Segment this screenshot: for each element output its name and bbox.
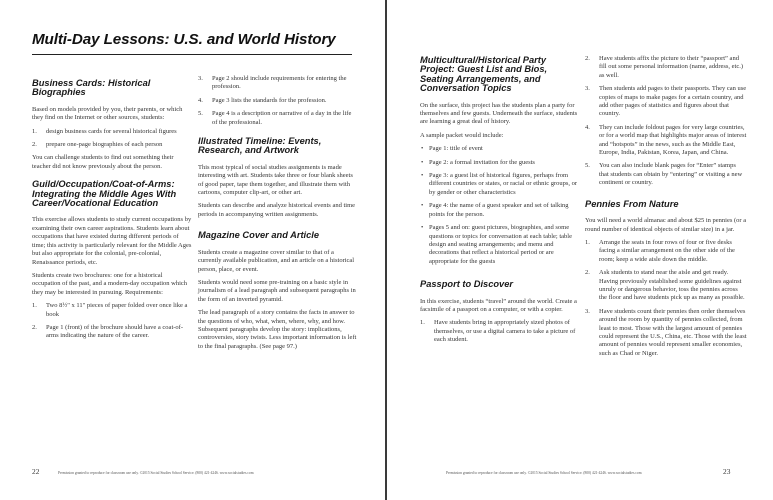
page-number: 22: [32, 467, 40, 476]
list-item: 2. Ask students to stand near the aisle and get ready. Having previously established some guidelines against unruly or dangerous behavior, toss the pennies across the floor and have students pick up as many as possible.: [585, 269, 745, 302]
page-number: 23: [723, 467, 731, 476]
magazine-paragraph-3: The lead paragraph of a story contains the facts in answer to the questions of who, what, when, where, why, and how. Subsequent paragraphs develop the story: implications, controversies, story twists. Less important information is left to the final paragraphs. (See page 97.): [198, 309, 357, 350]
list-item: • Page 4: the name of a guest speaker and set of talking points for the person.: [421, 202, 569, 218]
pennies-paragraph-1: You will need a world almanac and about $25 in pennies (or a round number of identical objects of similar size) in a jar.: [585, 217, 747, 233]
magazine-paragraph-2: Students would need some pre-training on a basic style in journalism of a lead paragraph and subsequent paragraphs in the form of an inverted pyramid.: [198, 278, 356, 303]
list-item: 5. Page 4 is a description or narrative of a day in the life of the professional.: [198, 110, 352, 126]
magazine-paragraph-1: Students create a magazine cover similar to that of a currently available publication, and an article on a historical person, place, or event.: [198, 248, 355, 273]
list-item: 2. Page 1 (front) of the brochure should have a coat-of-arms indicating the nature of the career.: [32, 323, 183, 340]
list-item: 1. Have students bring in appropriately sized photos of themselves, or use a digital camera to take a picture of each student.: [420, 319, 576, 344]
page-title: Multi-Day Lessons: U.S. and World History: [32, 31, 336, 48]
party-bullet-list: [420, 145, 580, 266]
timeline-paragraph-2: Students can describe and analyze historical events and time periods in accompanying written assignments.: [198, 202, 356, 218]
list-item: • Page 1: title of event: [421, 145, 483, 153]
list-item: 3. Page 2 should include requirements for entering the profession.: [198, 75, 347, 91]
section-heading-magazine: Magazine Cover and Article: [198, 230, 320, 241]
section-heading-passport: Passport to Discover: [420, 279, 514, 290]
list-item: 1. Two 8½" x 11" pieces of paper folded over once like a book: [32, 302, 188, 318]
left-column-2: [198, 75, 358, 351]
section-heading-pennies: Pennies From Nature: [585, 198, 679, 209]
list-item: 2. Have students affix the picture to their “passport” and fill out some personal information (name, address, etc.) as well.: [585, 55, 744, 79]
section-heading-timeline: Illustrated Timeline: Events, Research, and Artwork: [198, 136, 322, 156]
section-heading-party: Multicultural/Historical Party Project: Guest List and Bios, Seating Arrangements, and Conversation Topics: [420, 55, 548, 94]
list-item: • Pages 5 and on: guest pictures, biographies, and some questions or topics for conversation at each table; table design and seating arrangements; and menu and decorations that reflect a historical period or are appropriate for the guests: [421, 224, 572, 265]
left-column-1: [32, 79, 192, 341]
list-item: • Page 3: a guest list of historical figures, perhaps from different countries or states, or racial or ethnic groups, or by gender or other characteristics: [421, 172, 578, 196]
left-page: [0, 0, 386, 500]
party-paragraph-2: A sample packet would include:: [420, 131, 504, 139]
right-page: [387, 0, 773, 500]
right-column-2: [585, 55, 747, 358]
list-item: 5. You can also include blank pages for “Enter” stamps that students can obtain by “entering” or visiting a new continent or country.: [585, 162, 743, 187]
pennies-list: [585, 239, 747, 358]
list-item: 3. Have students count their pennies then order themselves around the room by quantity of pennies collected, from least to most. Those with the largest amount of pennies could represent the U.S., China, etc. Those with the least amount of pennies would represent smaller economies, such as Chad or Niger.: [585, 307, 747, 357]
list-item: • Page 2: a formal invitation for the guests: [421, 158, 535, 166]
passport-list: [420, 319, 580, 344]
passport-paragraph-1: In this exercise, students “travel” around the world. Create a facsimile of a passport on a computer, or with a copier.: [420, 297, 577, 313]
business-intro: Based on models provided by you, their parents, or which they find on the Internet or other sources, students:: [32, 105, 183, 122]
timeline-paragraph-1: This most typical of social studies assignments is made interesting with art. Students take three or four blank sheets of good paper, tape them together, and illustrate them with cartoons, computer clip-art, or other art.: [198, 163, 353, 197]
permission-footer: Permission granted to reproduce for classroom use only. ©2015 Social Studies School Service. (800) 421-4246. www.socialstudies.com: [58, 471, 254, 475]
section-heading-guild: Guild/Occupation/Coat-of-Arms: Integrating the Middle Ages With Career/Vocational Education: [32, 179, 177, 209]
permission-footer: Permission granted to reproduce for classroom use only. ©2015 Social Studies School Service. (800) 421-4246. www.socialstudies.com: [446, 471, 642, 475]
list-item: 3. Then students add pages to their passports. They can use copies of maps to make pages for a certain country, and add other pages of statistics and figures about that country.: [585, 85, 747, 118]
title-rule: [32, 54, 352, 55]
right-column-1: [420, 56, 580, 345]
party-paragraph-1: On the surface, this project has the students plan a party for themselves and few guests. Underneath the surface, students are learning a great deal of history.: [420, 101, 578, 126]
guild-list: [32, 302, 192, 341]
business-list: [32, 128, 192, 150]
list-item: 4. Page 3 lists the standards for the profession.: [198, 96, 327, 104]
list-item: 1. design business cards for several historical figures: [32, 127, 177, 135]
section-heading-business-cards: Business Cards: Historical Biographies: [32, 78, 151, 98]
list-item: 4. They can include foldout pages for very large countries, or for a world map that highlights major areas of interest and “hotspots” in the news, such as the Middle East, Europe, India, Pakistan, Korea, Japan, and China.: [585, 123, 747, 157]
profession-list: [198, 75, 358, 127]
guild-paragraph-2: Students create two brochures: one for a historical occupation of the past, and a modern-day occupation which they may be interested in pursuing. Requirements:: [32, 271, 188, 296]
list-item: 2. prepare one-page biographies of each person: [32, 141, 163, 149]
guild-paragraph-1: This exercise allows students to study current occupations by examining their own career aspirations. Students learn about occupations that have existed during different periods of time; this activity is particularly relevant for the Middle Ages but also appropriate for the colonial, pre-colonial, Renaissance periods, etc.: [32, 216, 192, 266]
list-item: 1. Arrange the seats in four rows of four or five desks facing a similar arrangement on the other side of the room; keep a wide aisle down the middle.: [585, 238, 735, 263]
business-outro: You can challenge students to find out something their teacher did not know previously about the person.: [32, 154, 174, 170]
passport-list-continued: [585, 55, 747, 188]
